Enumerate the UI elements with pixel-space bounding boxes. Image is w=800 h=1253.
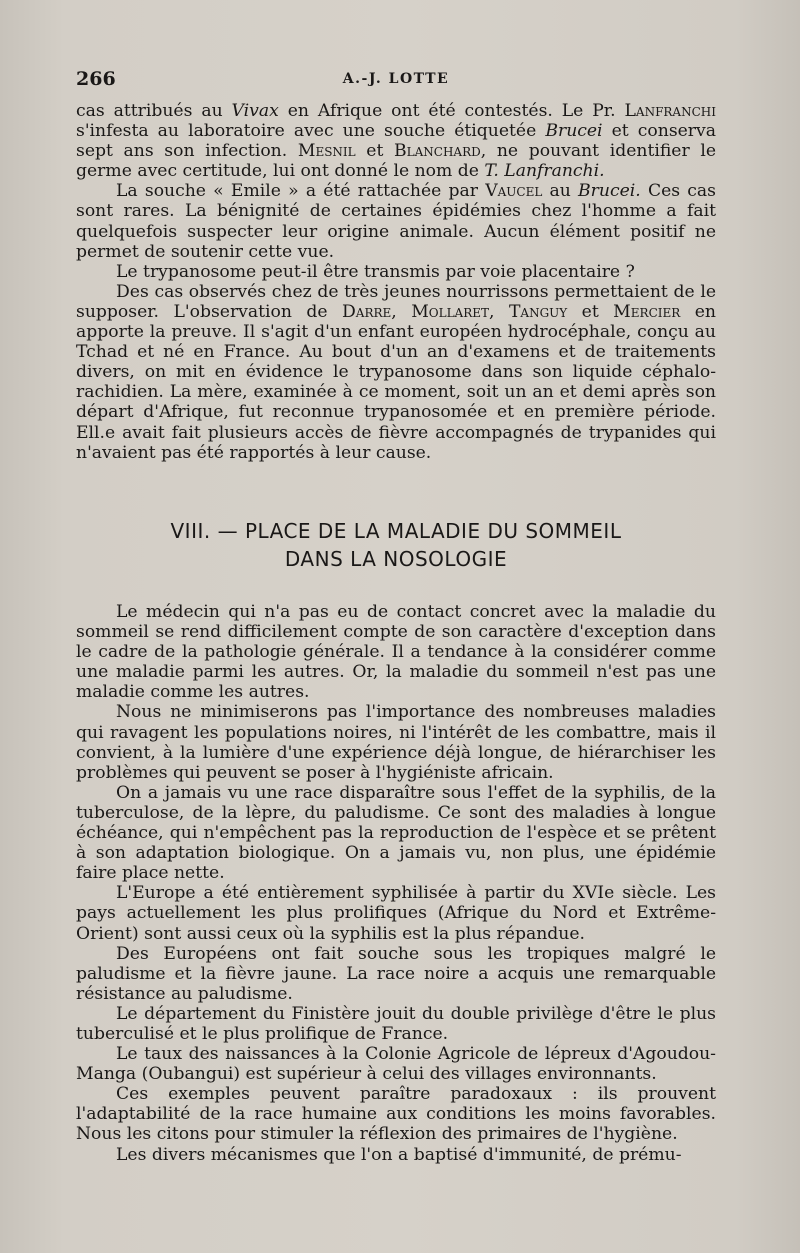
author-tanguy: Tanguy <box>508 301 568 322</box>
paragraph: Le taux des naissances à la Colonie Agricole de lépreux d'Agoudou-Manga (Oubangui) est supérieur à celui des villages environnants. <box>76 1044 716 1085</box>
text-block-before-section <box>76 101 716 463</box>
author-blanchard: Blanchard <box>394 141 481 162</box>
paragraph: Le trypanosome peut-il être transmis par voie placentaire ? <box>116 261 635 282</box>
author-lanfranchi: Lanfranchi <box>624 101 716 121</box>
page-number: 266 <box>76 68 116 90</box>
species-brucei: Brucei <box>545 121 603 142</box>
author-mollaret: Mollaret <box>411 301 490 322</box>
species-brucei: Brucei. <box>578 181 641 202</box>
paragraph: Le médecin qui n'a pas eu de contact concret avec la maladie du sommeil se rend difficilement compte de son caractère d'exception dans le cadre de la pathologie générale. Il a tendance à la considérer comme une maladie parmi les autres. Or, la maladie du sommeil n'est pas une maladie comme les autres. <box>76 602 716 703</box>
paragraph: La souche « Emile » a été rattachée par Vaucel au Brucei. Ces cas sont rares. La bénignité de certaines épidémies chez l'homme a fait quelquefois suspecter leur origine animale. Aucun élément positif ne permet de soutenir cette vue. <box>76 181 716 262</box>
paragraph: Des Européens ont fait souche sous les tropiques malgré le paludisme et la fièvre jaune. La race noire a acquis une remarquable résistance au paludisme. <box>76 943 716 1004</box>
page-header <box>76 68 716 94</box>
author-vaucel: Vaucel <box>485 181 543 202</box>
section-heading-line: VIII. — PLACE DE LA MALADIE DU SOMMEIL <box>170 519 622 543</box>
author-darre: Darre <box>342 301 392 322</box>
paragraph: L'Europe a été entièrement syphilisée à partir du XVIe siècle. Les pays actuellement les plus prolifiques (Afrique du Nord et Extrême-Orient) sont aussi ceux où la syphilis est la plus répandue. <box>76 883 716 944</box>
author-mercier: Mercier <box>613 301 681 322</box>
section-heading-line: DANS LA NOSOLOGIE <box>284 547 508 571</box>
paragraph: Nous ne minimiserons pas l'importance des nombreuses maladies qui ravagent les populations noires, ni l'intérêt de les combattre, mais il convient, à la lumière d'une expérience déjà longue, de hiérarchiser les problèmes qui peuvent se poser à l'hygiéniste africain. <box>76 702 716 783</box>
paragraph: Ces exemples peuvent paraître paradoxaux : ils prouvent l'adaptabilité de la race humaine aux conditions les moins favorables. Nous les citons pour stimuler la réflexion des primaires de l'hygiène. <box>76 1084 716 1145</box>
section-heading <box>76 517 716 573</box>
species-t-lanfranchi: T. Lanfranchi. <box>484 161 605 182</box>
paragraph: Les divers mécanismes que l'on a baptisé d'immunité, de prému- <box>116 1144 682 1165</box>
text-block-section-body <box>76 602 716 1165</box>
paragraph: Des cas observés chez de très jeunes nourrissons permettaient de le supposer. L'observation de Darre, Mollaret, Tanguy et Mercier en apporte la preuve. Il s'agit d'un enfant européen hydrocéphale, conçu au Tchad et né en France. Au bout d'un an d'examens et de traitements divers, on mit en évidence le trypanosome dans son liquide céphalo-rachidien. La mère, examinée à ce moment, soit un an et demi après son départ d'Afrique, fut reconnue trypanosomée et en première période. Ell.e avait fait plusieurs accès de fièvre accompagnés de trypanides qui n'avaient pas été rapportés à leur cause. <box>76 281 716 463</box>
author-mesnil: Mesnil <box>297 141 356 162</box>
species-vivax: Vivax <box>231 101 279 121</box>
running-title: A.-J. LOTTE <box>342 71 450 87</box>
paragraph: On a jamais vu une race disparaître sous l'effet de la syphilis, de la tuberculose, de la lèpre, du paludisme. Ce sont des maladies à longue échéance, qui n'empêchent pas la reproduction de l'espèce et se prêtent à son adaptation biologique. On a jamais vu, non plus, une épidémie faire place nette. <box>76 782 716 884</box>
paragraph: Le département du Finistère jouit du double privilège d'être le plus tuberculisé et le plus prolifique de France. <box>76 1003 716 1044</box>
paragraph: cas attribués au Vivax en Afrique ont été contestés. Le Pr. Lanfranchi s'infesta au laboratoire avec une souche étiquetée Brucei et conserva sept ans son infection. Mesnil et Blanchard, ne pouvant identifier le germe avec certitude, lui ont donné le nom de T. Lanfranchi. <box>76 101 717 182</box>
